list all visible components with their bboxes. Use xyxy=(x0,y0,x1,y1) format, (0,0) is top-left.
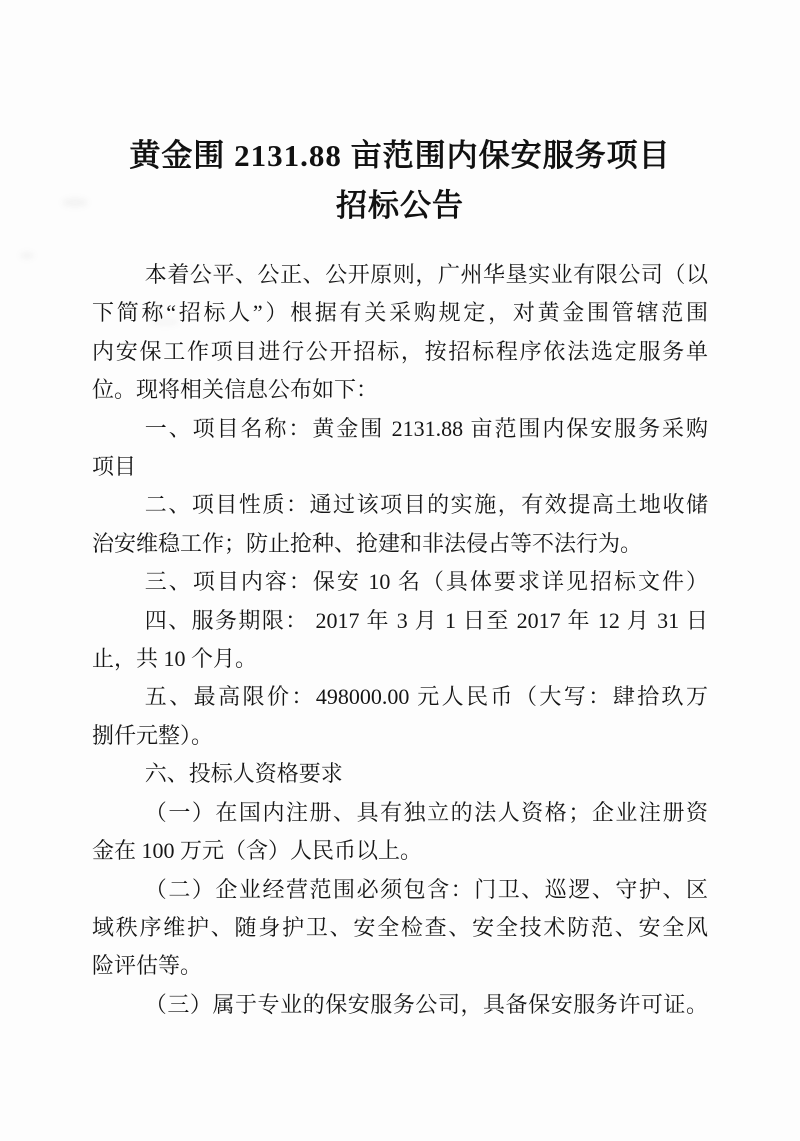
document-line: 金在 100 万元（含）人民币以上。 xyxy=(92,838,423,864)
document-line: 域秩序维护、随身护卫、安全检查、安全技术防范、安全风 xyxy=(92,914,708,940)
document-line: 四、服务期限： 2017 年 3 月 1 日至 2017 年 12 月 31 日 xyxy=(144,607,708,633)
document-title-line-1: 黄金围 2131.88 亩范围内保安服务项目 xyxy=(129,138,671,173)
document-line: 项目 xyxy=(92,454,137,480)
document-line: 本着公平、公正、公开原则，广州华垦实业有限公司（以 xyxy=(144,262,708,287)
document-line: 捌仟元整）。 xyxy=(92,722,214,748)
document-line: 三、项目内容：保安 10 名（具体要求详见招标文件） xyxy=(144,569,708,595)
document-line: 止，共 10 个月。 xyxy=(92,646,258,672)
document-line: 位。现将相关信息公布如下： xyxy=(92,377,379,403)
document-line: （三）属于专业的保安服务公司，具备保安服务许可证。 xyxy=(144,991,708,1017)
scan-smudge xyxy=(20,252,34,259)
document-body xyxy=(92,256,708,1024)
document-line: 内安保工作项目进行公开招标，按招标程序依法选定服务单 xyxy=(92,338,708,364)
document-line: 下简称“招标人”）根据有关采购规定，对黄金围管辖范围 xyxy=(92,300,708,326)
document-title-line-2: 招标公告 xyxy=(336,188,464,223)
document-line: 二、项目性质：通过该项目的实施，有效提高土地收储 xyxy=(144,492,708,518)
document-line: （二）企业经营范围必须包含：门卫、巡逻、守护、区 xyxy=(144,876,708,902)
document-line: 六、投标人资格要求 xyxy=(144,761,343,787)
document-line: （一）在国内注册、具有独立的法人资格；企业注册资 xyxy=(144,799,708,825)
document-line: 治安维稳工作；防止抢种、抢建和非法侵占等不法行为。 xyxy=(92,530,643,556)
document-title xyxy=(40,131,760,231)
document-line: 五、最高限价：498000.00 元人民币（大写：肆拾玖万 xyxy=(144,684,708,710)
document-line: 险评估等。 xyxy=(92,953,203,979)
document-line: 一、项目名称：黄金围 2131.88 亩范围内保安服务采购 xyxy=(144,415,708,441)
